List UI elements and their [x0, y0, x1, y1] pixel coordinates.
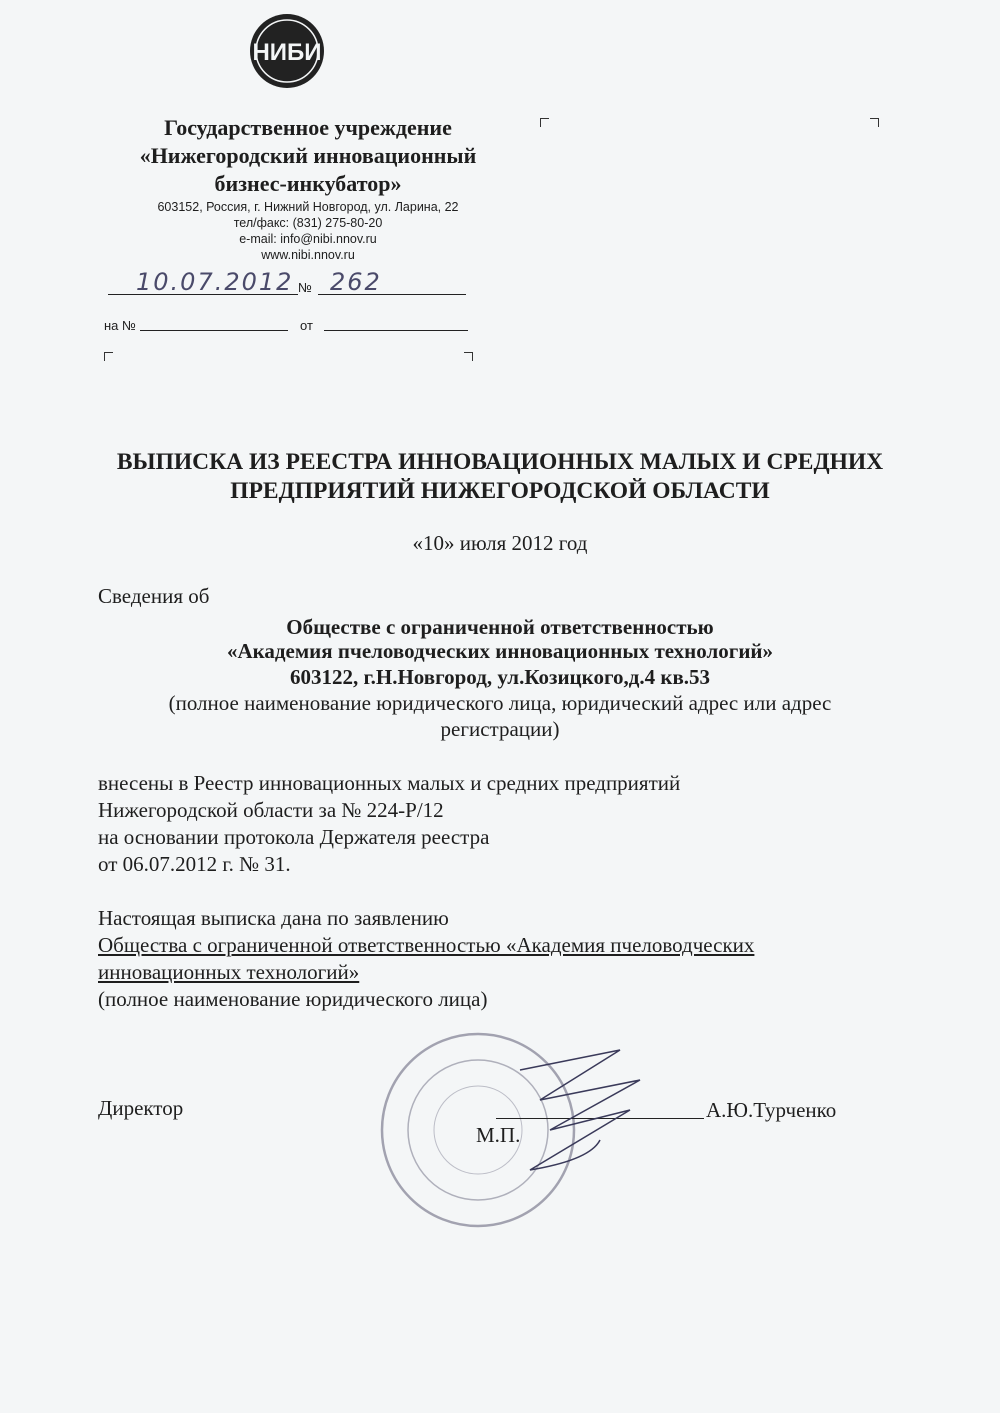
- corner-mark: [104, 352, 113, 361]
- document-date: «10» июля 2012 год: [412, 531, 588, 555]
- org-phone: тел/факс: (831) 275-80-20: [233, 216, 383, 230]
- signer-name: А.Ю.Турченко: [706, 1098, 837, 1122]
- reference-date-label: от: [300, 318, 313, 333]
- reference-date-field[interactable]: [324, 330, 468, 331]
- corner-mark: [540, 118, 549, 127]
- company-name-line2: «Академия пчеловодческих инновационных технологий»: [226, 639, 774, 663]
- stamp-label: М.П.: [476, 1123, 521, 1147]
- outgoing-date: 10.07.2012: [136, 268, 294, 296]
- statement-company-line2: инновационных технологий»: [98, 960, 360, 984]
- info-label: Сведения об: [98, 584, 210, 608]
- org-email: e-mail: info@nibi.nnov.ru: [239, 232, 377, 246]
- logo-text: НИБИ: [252, 39, 322, 66]
- signer-position: Директор: [98, 1096, 184, 1120]
- registry-line2: Нижегородской области за № 224-Р/12: [98, 798, 444, 822]
- document-title-line2: ПРЕДПРИЯТИЙ НИЖЕГОРОДСКОЙ ОБЛАСТИ: [230, 478, 770, 504]
- reference-number-label: на №: [104, 318, 136, 333]
- handwritten-signature: [500, 1040, 660, 1190]
- company-name-line1: Обществе с ограниченной ответственностью: [286, 615, 714, 639]
- document-title-line1: ВЫПИСКА ИЗ РЕЕСТРА ИННОВАЦИОННЫХ МАЛЫХ И СРЕДНИХ: [116, 449, 884, 475]
- nibi-logo: [248, 12, 326, 90]
- org-name-line3: бизнес-инкубатор»: [214, 171, 402, 196]
- registry-line4: от 06.07.2012 г. № 31.: [98, 852, 291, 876]
- org-name-line2: «Нижегородский инновационный: [139, 143, 477, 168]
- company-note-line1: (полное наименование юридического лица, юридический адрес или адрес: [168, 691, 832, 715]
- statement-line1: Настоящая выписка дана по заявлению: [98, 906, 449, 930]
- statement-company-line1: Общества с ограниченной ответственностью «Академия пчеловодческих: [98, 933, 755, 957]
- corner-mark: [464, 352, 473, 361]
- org-website: www.nibi.nnov.ru: [261, 248, 355, 262]
- org-name-line1: Государственное учреждение: [164, 115, 452, 140]
- statement-note: (полное наименование юридического лица): [98, 987, 488, 1011]
- company-address: 603122, г.Н.Новгород, ул.Козицкого,д.4 кв.53: [289, 665, 711, 689]
- outgoing-number: 262: [330, 268, 382, 296]
- outgoing-number-label: №: [298, 280, 312, 295]
- reference-number-field[interactable]: [140, 330, 288, 331]
- org-address: 603152, Россия, г. Нижний Новгород, ул. Ларина, 22: [157, 200, 459, 214]
- registry-line3: на основании протокола Держателя реестра: [98, 825, 490, 849]
- registry-line1: внесены в Реестр инновационных малых и средних предприятий: [98, 771, 681, 795]
- corner-mark: [870, 118, 879, 127]
- company-note-line2: регистрации): [440, 717, 560, 741]
